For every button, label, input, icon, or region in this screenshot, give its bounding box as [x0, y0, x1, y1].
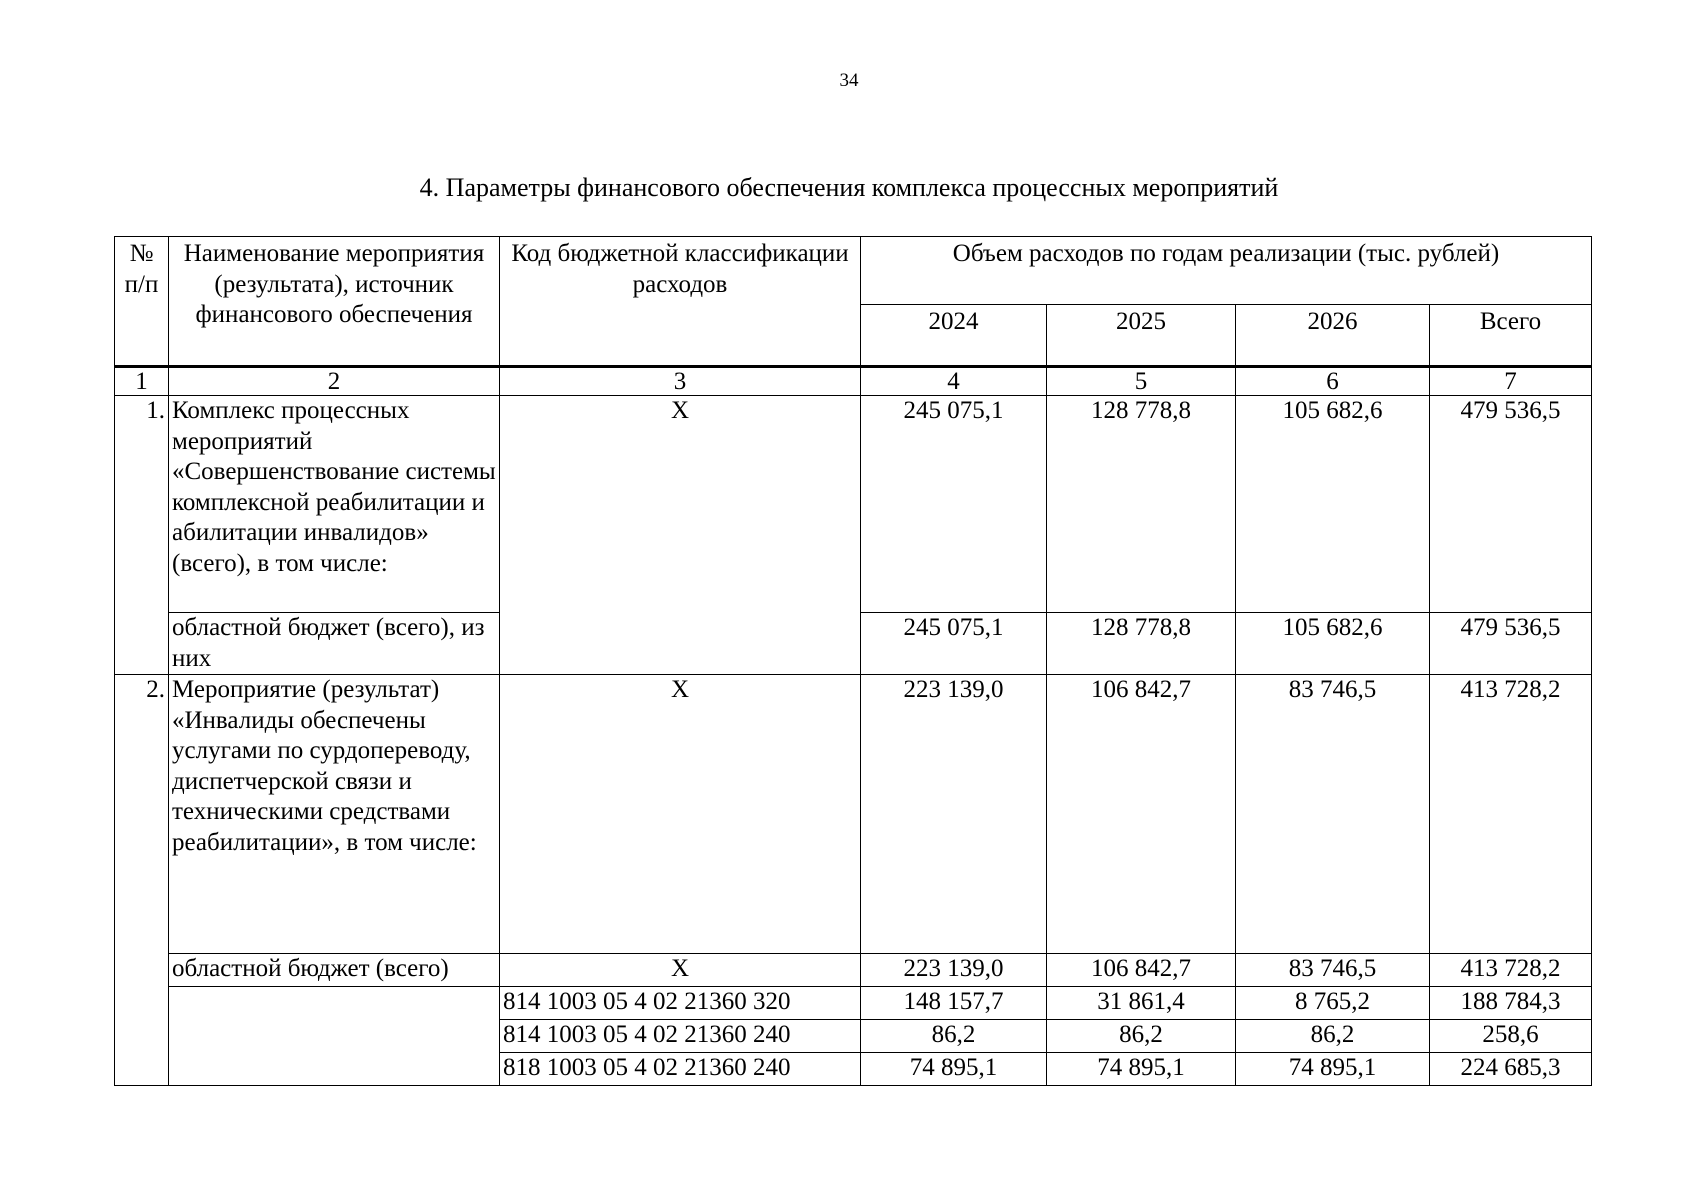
row-number: 2. — [115, 675, 169, 1086]
row-value-2026: 105 682,6 — [1236, 613, 1430, 675]
row-value-2024: 86,2 — [861, 1020, 1047, 1053]
column-number: 6 — [1236, 367, 1430, 396]
table-row — [115, 396, 1592, 613]
row-value-2025: 31 861,4 — [1047, 987, 1236, 1020]
row-value-2024: 245 075,1 — [861, 396, 1047, 613]
row-value-2025: 106 842,7 — [1047, 954, 1236, 987]
column-number: 4 — [861, 367, 1047, 396]
row-name: областной бюджет (всего) — [169, 954, 500, 987]
row-name: Комплекс процессных мероприятий «Совершенствование системы комплексной реабилитации и абилитации инвалидов» (всего), в том числе: — [169, 396, 500, 613]
table-row — [115, 675, 1592, 954]
row-value-2025: 128 778,8 — [1047, 613, 1236, 675]
row-value-2025: 106 842,7 — [1047, 675, 1236, 954]
row-value-2024: 245 075,1 — [861, 613, 1047, 675]
header-total: Всего — [1430, 305, 1592, 367]
row-value-2024: 74 895,1 — [861, 1053, 1047, 1086]
row-number: 1. — [115, 396, 169, 675]
table-row — [115, 987, 1592, 1020]
row-name — [169, 987, 500, 1086]
row-value-total: 413 728,2 — [1430, 675, 1592, 954]
row-value-2025: 74 895,1 — [1047, 1053, 1236, 1086]
row-code: 814 1003 05 4 02 21360 240 — [500, 1020, 861, 1053]
header-name: Наименование мероприятия (результата), источник финансового обеспечения — [169, 237, 500, 367]
table-row — [115, 954, 1592, 987]
row-value-2026: 83 746,5 — [1236, 954, 1430, 987]
row-value-2026: 74 895,1 — [1236, 1053, 1430, 1086]
column-number: 3 — [500, 367, 861, 396]
row-code: X — [500, 396, 861, 675]
row-code: X — [500, 675, 861, 954]
row-value-2026: 8 765,2 — [1236, 987, 1430, 1020]
header-num: № п/п — [115, 237, 169, 367]
row-value-total: 479 536,5 — [1430, 396, 1592, 613]
row-value-total: 188 784,3 — [1430, 987, 1592, 1020]
header-code: Код бюджетной классификации расходов — [500, 237, 861, 367]
row-value-total: 413 728,2 — [1430, 954, 1592, 987]
row-value-2025: 128 778,8 — [1047, 396, 1236, 613]
column-number-row — [115, 367, 1592, 396]
row-value-total: 479 536,5 — [1430, 613, 1592, 675]
row-name: областной бюджет (всего), из них — [169, 613, 500, 675]
row-value-2025: 86,2 — [1047, 1020, 1236, 1053]
row-name: Мероприятие (результат) «Инвалиды обеспечены услугами по сурдопереводу, диспетчерской связи и техническими средствами реабилитации», в том числе: — [169, 675, 500, 954]
column-number: 1 — [115, 367, 169, 396]
row-code: X — [500, 954, 861, 987]
row-value-2026: 86,2 — [1236, 1020, 1430, 1053]
column-number: 5 — [1047, 367, 1236, 396]
row-value-2024: 223 139,0 — [861, 675, 1047, 954]
row-code: 814 1003 05 4 02 21360 320 — [500, 987, 861, 1020]
row-value-2026: 83 746,5 — [1236, 675, 1430, 954]
header-year-2025: 2025 — [1047, 305, 1236, 367]
row-value-2024: 223 139,0 — [861, 954, 1047, 987]
column-number: 7 — [1430, 367, 1592, 396]
column-number: 2 — [169, 367, 500, 396]
document-title: 4. Параметры финансового обеспечения комплекса процессных мероприятий — [419, 173, 1279, 202]
row-value-total: 224 685,3 — [1430, 1053, 1592, 1086]
header-year-2024: 2024 — [861, 305, 1047, 367]
header-year-2026: 2026 — [1236, 305, 1430, 367]
row-value-2024: 148 157,7 — [861, 987, 1047, 1020]
page-number: 34 — [839, 70, 859, 91]
financing-table — [114, 236, 1592, 1086]
header-volume: Объем расходов по годам реализации (тыс. рублей) — [861, 237, 1592, 305]
row-code: 818 1003 05 4 02 21360 240 — [500, 1053, 861, 1086]
row-value-total: 258,6 — [1430, 1020, 1592, 1053]
row-value-2026: 105 682,6 — [1236, 396, 1430, 613]
